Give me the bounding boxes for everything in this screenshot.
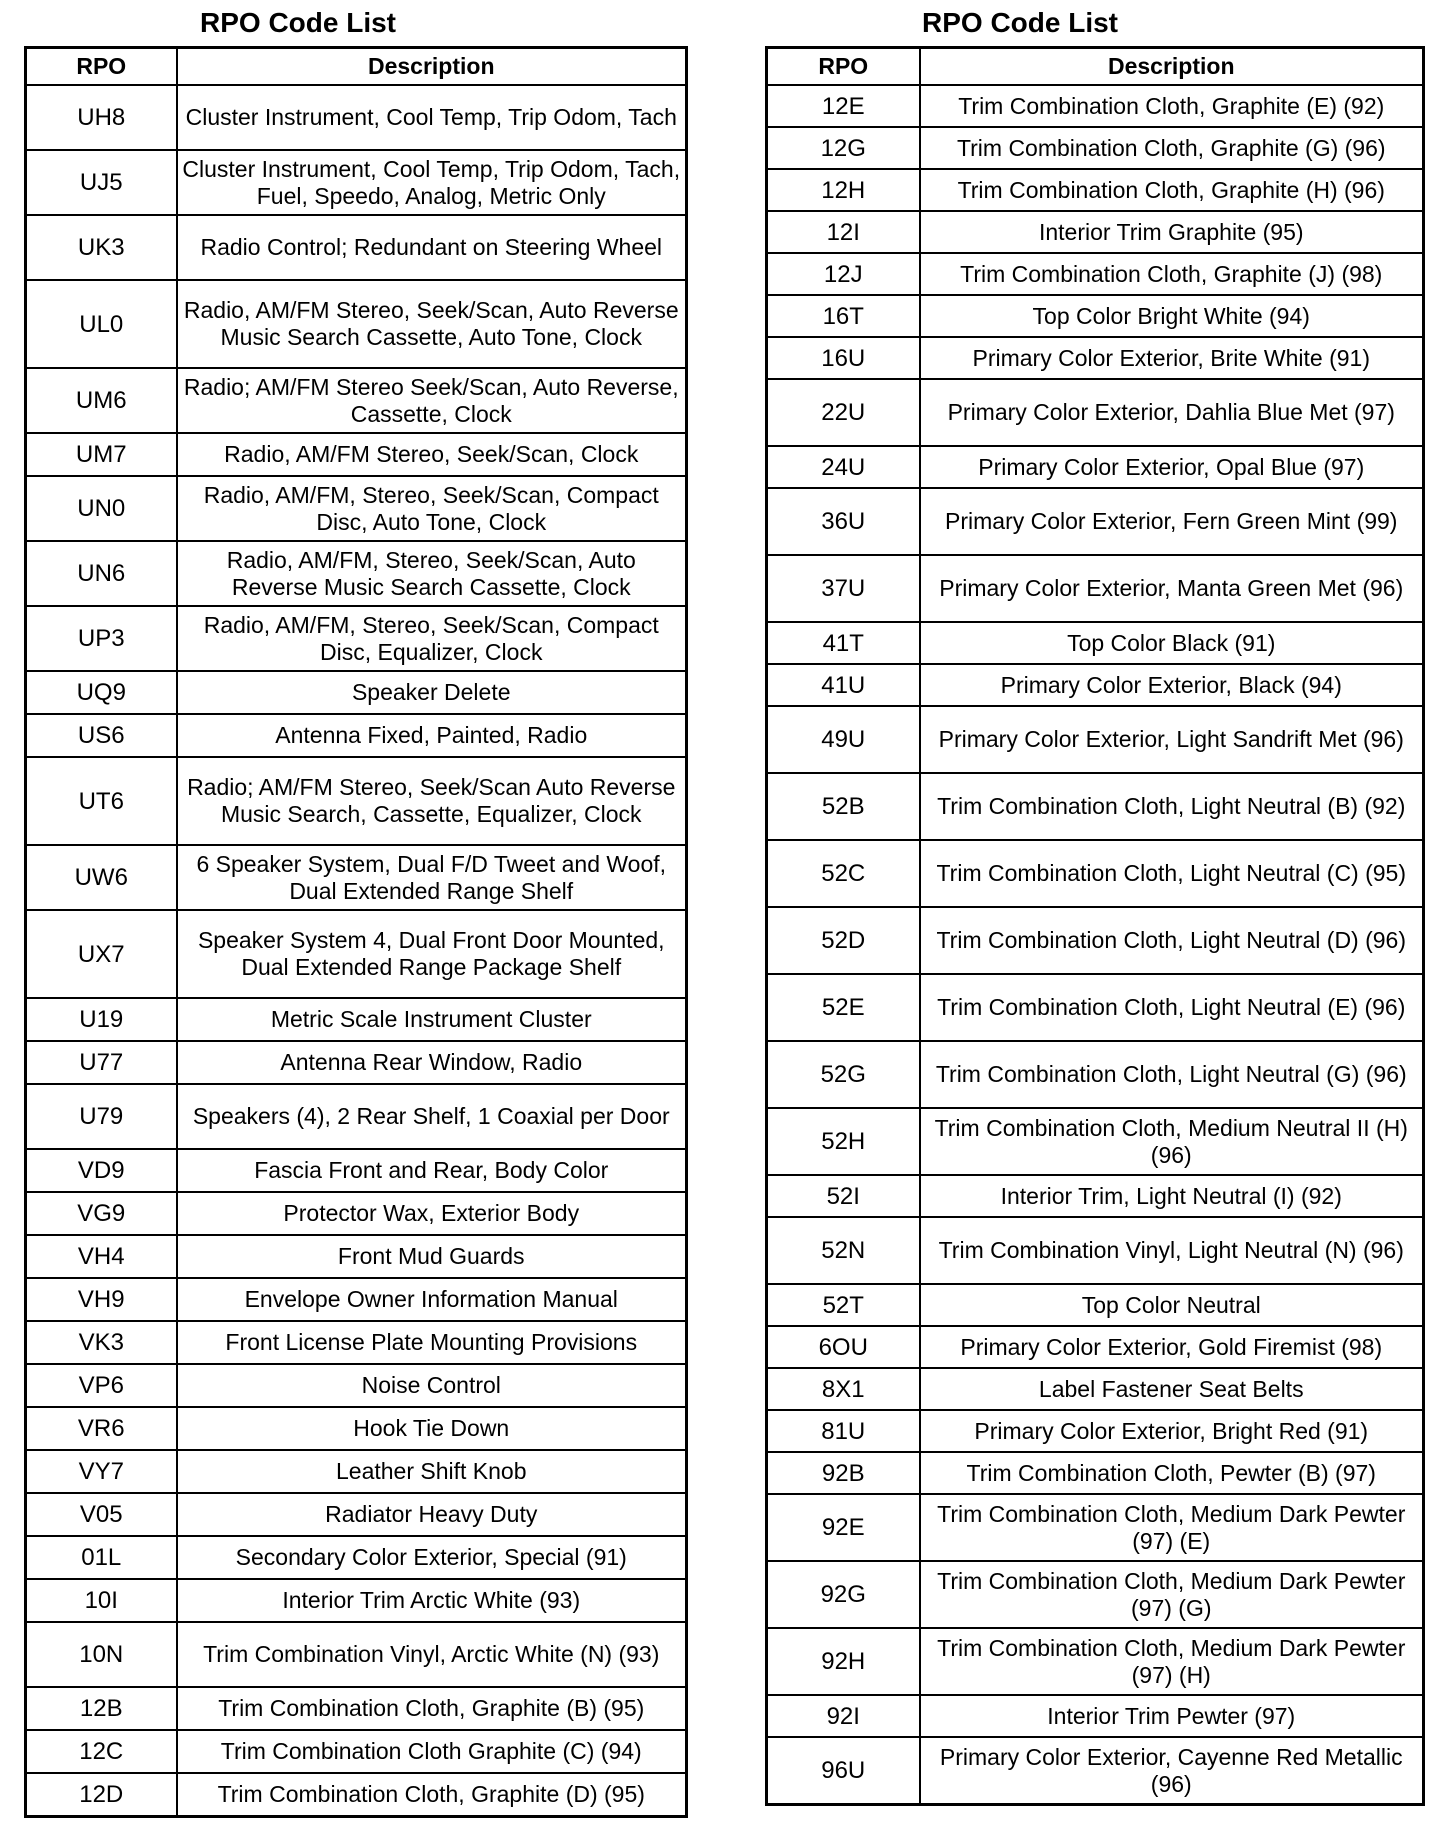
table-row <box>26 1536 687 1579</box>
description-cell: Trim Combination Cloth, Graphite (B) (95) <box>177 1687 687 1730</box>
description-cell: Cluster Instrument, Cool Temp, Trip Odom, Tach, Fuel, Speedo, Analog, Metric Only <box>177 150 687 215</box>
table-row <box>26 910 687 998</box>
description-cell: Trim Combination Cloth, Light Neutral (G) (96) <box>920 1041 1424 1108</box>
description-cell: Radio Control; Redundant on Steering Wheel <box>177 215 687 280</box>
rpo-code-cell: UQ9 <box>26 671 177 714</box>
table-row <box>26 1450 687 1493</box>
table-row <box>26 1773 687 1817</box>
description-cell: Fascia Front and Rear, Body Color <box>177 1149 687 1192</box>
rpo-code-cell: 8X1 <box>767 1368 920 1410</box>
description-cell: Trim Combination Cloth, Light Neutral (D) (96) <box>920 907 1424 974</box>
description-cell: Leather Shift Knob <box>177 1450 687 1493</box>
description-cell: Primary Color Exterior, Brite White (91) <box>920 337 1424 379</box>
table-row <box>26 1235 687 1278</box>
description-cell: Trim Combination Cloth, Graphite (D) (95) <box>177 1773 687 1817</box>
table-row <box>767 337 1424 379</box>
rpo-code-cell: 52I <box>767 1175 920 1217</box>
description-cell: Top Color Black (91) <box>920 622 1424 664</box>
description-cell: Trim Combination Cloth, Pewter (B) (97) <box>920 1452 1424 1494</box>
rpo-code-cell: 12I <box>767 211 920 253</box>
rpo-code-cell: UP3 <box>26 606 177 671</box>
rpo-code-cell: UJ5 <box>26 150 177 215</box>
description-cell: Trim Combination Cloth, Graphite (G) (96) <box>920 127 1424 169</box>
table-row <box>26 671 687 714</box>
description-cell: Speaker System 4, Dual Front Door Mounted, Dual Extended Range Package Shelf <box>177 910 687 998</box>
description-cell: Speaker Delete <box>177 671 687 714</box>
description-cell: Trim Combination Cloth, Medium Dark Pewter (97) (G) <box>920 1561 1424 1628</box>
description-cell: Trim Combination Cloth, Light Neutral (C) (95) <box>920 840 1424 907</box>
rpo-code-cell: VD9 <box>26 1149 177 1192</box>
table-row <box>767 1452 1424 1494</box>
description-cell: Primary Color Exterior, Dahlia Blue Met (97) <box>920 379 1424 446</box>
description-cell: Interior Trim Graphite (95) <box>920 211 1424 253</box>
rpo-code-cell: 92B <box>767 1452 920 1494</box>
rpo-code-cell: 16T <box>767 295 920 337</box>
description-cell: Trim Combination Cloth, Graphite (E) (92) <box>920 85 1424 127</box>
rpo-code-cell: UT6 <box>26 757 177 845</box>
table-row <box>767 1695 1424 1737</box>
table-row <box>767 446 1424 488</box>
description-cell: Top Color Bright White (94) <box>920 295 1424 337</box>
description-cell: Front Mud Guards <box>177 1235 687 1278</box>
rpo-code-cell: 37U <box>767 555 920 622</box>
table-row <box>26 606 687 671</box>
table-header-row <box>26 48 687 86</box>
description-cell: Speakers (4), 2 Rear Shelf, 1 Coaxial per Door <box>177 1084 687 1149</box>
description-cell: Trim Combination Cloth, Light Neutral (B) (92) <box>920 773 1424 840</box>
table-row <box>26 845 687 910</box>
description-cell: Front License Plate Mounting Provisions <box>177 1321 687 1364</box>
table-row <box>26 1407 687 1450</box>
description-cell: Secondary Color Exterior, Special (91) <box>177 1536 687 1579</box>
rpo-code-cell: 10N <box>26 1622 177 1687</box>
table-row <box>767 1175 1424 1217</box>
description-cell: Primary Color Exterior, Bright Red (91) <box>920 1410 1424 1452</box>
rpo-code-cell: UH8 <box>26 85 177 150</box>
rpo-code-cell: 12G <box>767 127 920 169</box>
table-row <box>26 215 687 280</box>
description-cell: 6 Speaker System, Dual F/D Tweet and Woof, Dual Extended Range Shelf <box>177 845 687 910</box>
description-cell: Envelope Owner Information Manual <box>177 1278 687 1321</box>
rpo-code-cell: 41U <box>767 664 920 706</box>
rpo-code-cell: VK3 <box>26 1321 177 1364</box>
description-cell: Primary Color Exterior, Black (94) <box>920 664 1424 706</box>
table-row <box>26 1192 687 1235</box>
table-row <box>26 1149 687 1192</box>
description-cell: Trim Combination Vinyl, Arctic White (N) (93) <box>177 1622 687 1687</box>
rpo-code-cell: US6 <box>26 714 177 757</box>
description-cell: Radio, AM/FM Stereo, Seek/Scan, Auto Reverse Music Search Cassette, Auto Tone, Clock <box>177 280 687 368</box>
rpo-code-cell: 12C <box>26 1730 177 1773</box>
description-cell: Label Fastener Seat Belts <box>920 1368 1424 1410</box>
table-row <box>26 85 687 150</box>
rpo-code-cell: 12H <box>767 169 920 211</box>
table-row <box>767 622 1424 664</box>
description-cell: Metric Scale Instrument Cluster <box>177 998 687 1041</box>
table-row <box>26 998 687 1041</box>
table-row <box>767 706 1424 773</box>
column-header-rpo: RPO <box>26 48 177 86</box>
description-cell: Radio; AM/FM Stereo Seek/Scan, Auto Reverse, Cassette, Clock <box>177 368 687 433</box>
column-header-description: Description <box>920 48 1424 86</box>
table-row <box>767 664 1424 706</box>
description-cell: Antenna Fixed, Painted, Radio <box>177 714 687 757</box>
table-row <box>767 85 1424 127</box>
table-row <box>26 757 687 845</box>
table-row <box>26 1364 687 1407</box>
rpo-code-cell: 22U <box>767 379 920 446</box>
table-row <box>767 1561 1424 1628</box>
rpo-code-cell: UL0 <box>26 280 177 368</box>
rpo-code-cell: 52C <box>767 840 920 907</box>
table-row <box>767 379 1424 446</box>
rpo-code-cell: U79 <box>26 1084 177 1149</box>
rpo-code-cell: 96U <box>767 1737 920 1805</box>
description-cell: Trim Combination Cloth, Light Neutral (E) (96) <box>920 974 1424 1041</box>
rpo-code-cell: 49U <box>767 706 920 773</box>
rpo-code-cell: 6OU <box>767 1326 920 1368</box>
table-row <box>26 1579 687 1622</box>
rpo-code-cell: VR6 <box>26 1407 177 1450</box>
description-cell: Interior Trim, Light Neutral (I) (92) <box>920 1175 1424 1217</box>
rpo-table-right <box>765 46 1425 1806</box>
table-row <box>767 1628 1424 1695</box>
description-cell: Radio, AM/FM Stereo, Seek/Scan, Clock <box>177 433 687 476</box>
rpo-code-cell: VH4 <box>26 1235 177 1278</box>
table-row <box>26 476 687 541</box>
description-cell: Trim Combination Cloth, Medium Dark Pewter (97) (E) <box>920 1494 1424 1561</box>
rpo-code-cell: 52D <box>767 907 920 974</box>
rpo-code-cell: 16U <box>767 337 920 379</box>
description-cell: Cluster Instrument, Cool Temp, Trip Odom, Tach <box>177 85 687 150</box>
table-row <box>767 840 1424 907</box>
rpo-code-cell: 52N <box>767 1217 920 1284</box>
description-cell: Radio, AM/FM, Stereo, Seek/Scan, Auto Reverse Music Search Cassette, Clock <box>177 541 687 606</box>
table-row <box>767 1326 1424 1368</box>
table-row <box>767 488 1424 555</box>
table-row <box>767 907 1424 974</box>
table-row <box>26 1687 687 1730</box>
table-row <box>26 368 687 433</box>
table-row <box>767 1410 1424 1452</box>
rpo-code-cell: UM7 <box>26 433 177 476</box>
table-row <box>26 150 687 215</box>
table-row <box>767 1368 1424 1410</box>
rpo-code-cell: 24U <box>767 446 920 488</box>
table-row <box>767 295 1424 337</box>
rpo-code-cell: 52G <box>767 1041 920 1108</box>
table-row <box>26 1622 687 1687</box>
panel-title-right: RPO Code List <box>921 7 1118 38</box>
rpo-code-cell: UW6 <box>26 845 177 910</box>
description-cell: Interior Trim Arctic White (93) <box>177 1579 687 1622</box>
table-row <box>767 1737 1424 1805</box>
rpo-code-cell: 12D <box>26 1773 177 1817</box>
rpo-panel-left <box>24 6 688 1818</box>
description-cell: Radiator Heavy Duty <box>177 1493 687 1536</box>
table-row <box>26 433 687 476</box>
table-row <box>767 1494 1424 1561</box>
rpo-code-cell: 41T <box>767 622 920 664</box>
table-row <box>767 253 1424 295</box>
table-row <box>26 1278 687 1321</box>
rpo-code-cell: 12J <box>767 253 920 295</box>
description-cell: Radio; AM/FM Stereo, Seek/Scan Auto Reverse Music Search, Cassette, Equalizer, Clock <box>177 757 687 845</box>
description-cell: Primary Color Exterior, Light Sandrift Met (96) <box>920 706 1424 773</box>
table-row <box>26 280 687 368</box>
table-row <box>26 1493 687 1536</box>
rpo-code-cell: 92G <box>767 1561 920 1628</box>
rpo-code-cell: UK3 <box>26 215 177 280</box>
rpo-code-cell: VY7 <box>26 1450 177 1493</box>
table-row <box>767 169 1424 211</box>
table-row <box>767 773 1424 840</box>
rpo-code-cell: V05 <box>26 1493 177 1536</box>
table-row <box>767 555 1424 622</box>
rpo-code-cell: 81U <box>767 1410 920 1452</box>
column-header-description: Description <box>177 48 687 86</box>
description-cell: Radio, AM/FM, Stereo, Seek/Scan, Compact Disc, Equalizer, Clock <box>177 606 687 671</box>
table-row <box>767 1217 1424 1284</box>
description-cell: Trim Combination Vinyl, Light Neutral (N) (96) <box>920 1217 1424 1284</box>
table-row <box>767 1108 1424 1175</box>
rpo-code-cell: 12B <box>26 1687 177 1730</box>
rpo-panel-right <box>765 6 1425 1806</box>
table-row <box>767 974 1424 1041</box>
table-row <box>26 714 687 757</box>
rpo-code-cell: VP6 <box>26 1364 177 1407</box>
rpo-code-cell: 52T <box>767 1284 920 1326</box>
description-cell: Trim Combination Cloth, Graphite (J) (98) <box>920 253 1424 295</box>
description-cell: Top Color Neutral <box>920 1284 1424 1326</box>
table-row <box>767 1041 1424 1108</box>
description-cell: Trim Combination Cloth, Graphite (H) (96) <box>920 169 1424 211</box>
rpo-code-cell: 36U <box>767 488 920 555</box>
table-row <box>26 1321 687 1364</box>
rpo-table-left <box>24 46 688 1818</box>
rpo-code-cell: 52E <box>767 974 920 1041</box>
rpo-code-cell: 52B <box>767 773 920 840</box>
description-cell: Trim Combination Cloth Graphite (C) (94) <box>177 1730 687 1773</box>
rpo-code-cell: 92E <box>767 1494 920 1561</box>
description-cell: Trim Combination Cloth, Medium Neutral II (H) (96) <box>920 1108 1424 1175</box>
description-cell: Antenna Rear Window, Radio <box>177 1041 687 1084</box>
rpo-code-cell: VG9 <box>26 1192 177 1235</box>
rpo-code-cell: 01L <box>26 1536 177 1579</box>
table-row <box>767 127 1424 169</box>
description-cell: Interior Trim Pewter (97) <box>920 1695 1424 1737</box>
rpo-code-cell: 92H <box>767 1628 920 1695</box>
table-header-row <box>767 48 1424 86</box>
description-cell: Radio, AM/FM, Stereo, Seek/Scan, Compact Disc, Auto Tone, Clock <box>177 476 687 541</box>
table-row <box>26 541 687 606</box>
description-cell: Primary Color Exterior, Cayenne Red Metallic (96) <box>920 1737 1424 1805</box>
table-row <box>26 1041 687 1084</box>
description-cell: Primary Color Exterior, Manta Green Met (96) <box>920 555 1424 622</box>
table-row <box>26 1084 687 1149</box>
description-cell: Hook Tie Down <box>177 1407 687 1450</box>
description-cell: Primary Color Exterior, Fern Green Mint (99) <box>920 488 1424 555</box>
description-cell: Primary Color Exterior, Opal Blue (97) <box>920 446 1424 488</box>
table-row <box>26 1730 687 1773</box>
rpo-code-cell: UN0 <box>26 476 177 541</box>
table-row <box>767 211 1424 253</box>
rpo-code-cell: 92I <box>767 1695 920 1737</box>
rpo-code-cell: VH9 <box>26 1278 177 1321</box>
description-cell: Noise Control <box>177 1364 687 1407</box>
column-header-rpo: RPO <box>767 48 920 86</box>
rpo-code-cell: 10I <box>26 1579 177 1622</box>
description-cell: Protector Wax, Exterior Body <box>177 1192 687 1235</box>
description-cell: Primary Color Exterior, Gold Firemist (98) <box>920 1326 1424 1368</box>
rpo-code-cell: UN6 <box>26 541 177 606</box>
table-row <box>767 1284 1424 1326</box>
rpo-code-cell: U77 <box>26 1041 177 1084</box>
description-cell: Trim Combination Cloth, Medium Dark Pewter (97) (H) <box>920 1628 1424 1695</box>
rpo-code-cell: UX7 <box>26 910 177 998</box>
rpo-code-cell: UM6 <box>26 368 177 433</box>
panel-title-left: RPO Code List <box>199 7 396 38</box>
rpo-code-cell: U19 <box>26 998 177 1041</box>
rpo-code-cell: 12E <box>767 85 920 127</box>
rpo-code-cell: 52H <box>767 1108 920 1175</box>
